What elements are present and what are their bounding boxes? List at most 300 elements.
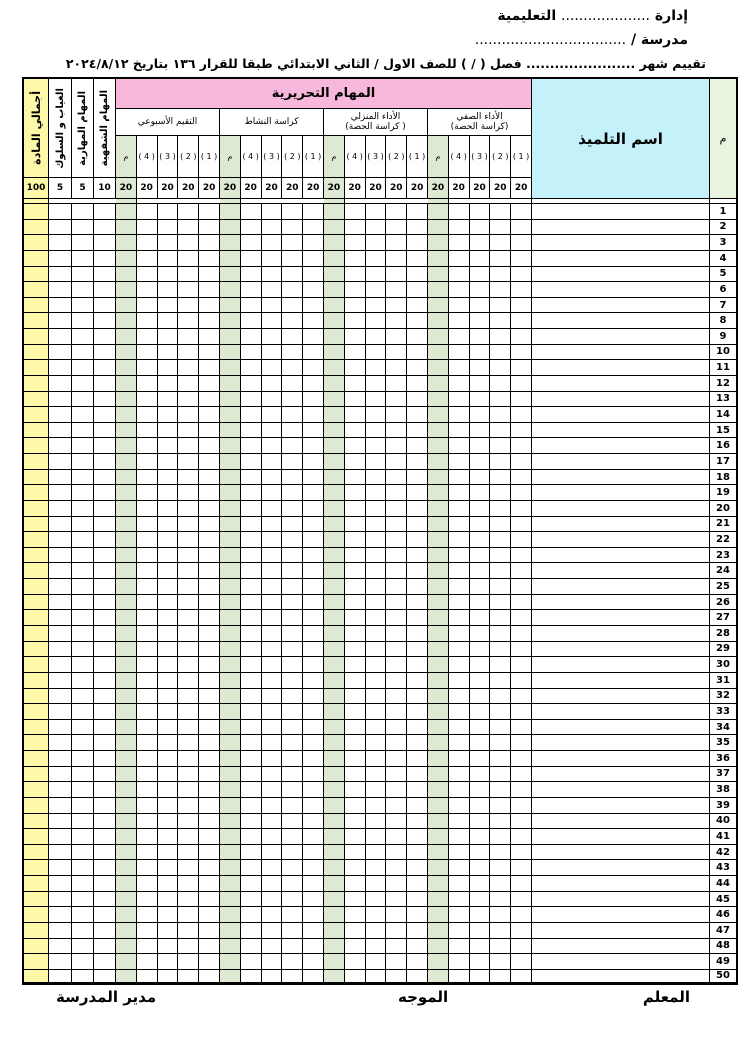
row-50-g0-s1[interactable] (490, 970, 511, 983)
row-16-g1-s3[interactable] (345, 438, 366, 454)
row-30-g2-s2[interactable] (262, 657, 283, 673)
row-38-g0-s4[interactable] (428, 782, 449, 798)
row-34-g2-s4[interactable] (220, 720, 241, 736)
row-36-skill[interactable] (72, 751, 94, 767)
row-1-g0-s1[interactable] (490, 204, 511, 220)
row-44-g3-s2[interactable] (158, 876, 179, 892)
row-22-g3-s4[interactable] (116, 532, 137, 548)
row-3-g1-s4[interactable] (324, 235, 345, 251)
row-25-g3-s1[interactable] (178, 579, 199, 595)
row-30-g2-s4[interactable] (220, 657, 241, 673)
row-49-g1-s2[interactable] (366, 954, 387, 970)
row-37-skill[interactable] (72, 767, 94, 783)
row-18-g0-s2[interactable] (470, 470, 491, 486)
row-47-g2-s4[interactable] (220, 923, 241, 939)
row-10-g2-s1[interactable] (282, 345, 303, 361)
row-6-g2-s4[interactable] (220, 282, 241, 298)
row-27-g1-s2[interactable] (366, 610, 387, 626)
row-20-g3-s1[interactable] (178, 501, 199, 517)
row-32-g0-s0[interactable] (511, 689, 532, 705)
row-24-g3-s1[interactable] (178, 563, 199, 579)
row-38-g0-s1[interactable] (490, 782, 511, 798)
row-30-g3-s1[interactable] (178, 657, 199, 673)
row-48-g2-s0[interactable] (303, 939, 324, 955)
row-49-g0-s1[interactable] (490, 954, 511, 970)
row-45-g1-s1[interactable] (386, 892, 407, 908)
row-36-g1-s4[interactable] (324, 751, 345, 767)
row-41-g3-s4[interactable] (116, 829, 137, 845)
row-23-g0-s4[interactable] (428, 548, 449, 564)
row-27-g0-s0[interactable] (511, 610, 532, 626)
row-39-g2-s3[interactable] (241, 798, 262, 814)
row-29-g1-s3[interactable] (345, 642, 366, 658)
row-5-g2-s0[interactable] (303, 267, 324, 283)
row-33-g2-s0[interactable] (303, 704, 324, 720)
row-24-g1-s3[interactable] (345, 563, 366, 579)
row-36-g2-s0[interactable] (303, 751, 324, 767)
row-35-g2-s1[interactable] (282, 735, 303, 751)
row-14-g1-s2[interactable] (366, 407, 387, 423)
row-9-g1-s3[interactable] (345, 329, 366, 345)
row-39-skill[interactable] (72, 798, 94, 814)
row-50-g1-s1[interactable] (386, 970, 407, 983)
row-39-g2-s0[interactable] (303, 798, 324, 814)
row-7-g3-s3[interactable] (137, 298, 158, 314)
row-28-g1-s0[interactable] (407, 626, 428, 642)
row-12-g1-s3[interactable] (345, 376, 366, 392)
row-21-g1-s3[interactable] (345, 517, 366, 533)
row-1-g0-s4[interactable] (428, 204, 449, 220)
row-18-g3-s4[interactable] (116, 470, 137, 486)
row-8-g1-s4[interactable] (324, 313, 345, 329)
row-16-g3-s4[interactable] (116, 438, 137, 454)
row-40-g2-s4[interactable] (220, 814, 241, 830)
row-43-g2-s4[interactable] (220, 860, 241, 876)
row-18-g1-s0[interactable] (407, 470, 428, 486)
row-19-total[interactable] (24, 485, 49, 501)
row-3-g2-s1[interactable] (282, 235, 303, 251)
row-45-g3-s3[interactable] (137, 892, 158, 908)
row-28-skill[interactable] (72, 626, 94, 642)
row-38-g3-s1[interactable] (178, 782, 199, 798)
row-16-attendance[interactable] (49, 438, 72, 454)
row-6-g1-s2[interactable] (366, 282, 387, 298)
row-29-g2-s3[interactable] (241, 642, 262, 658)
row-25-g2-s3[interactable] (241, 579, 262, 595)
row-40-g3-s2[interactable] (158, 814, 179, 830)
row-29-g3-s2[interactable] (158, 642, 179, 658)
row-12-g3-s4[interactable] (116, 376, 137, 392)
row-17-name[interactable] (532, 454, 710, 470)
row-47-g1-s3[interactable] (345, 923, 366, 939)
row-49-oral[interactable] (94, 954, 116, 970)
row-28-g0-s4[interactable] (428, 626, 449, 642)
row-15-total[interactable] (24, 423, 49, 439)
row-32-g3-s2[interactable] (158, 689, 179, 705)
row-6-g2-s1[interactable] (282, 282, 303, 298)
row-6-g1-s3[interactable] (345, 282, 366, 298)
row-4-g2-s1[interactable] (282, 251, 303, 267)
row-27-total[interactable] (24, 610, 49, 626)
row-3-g2-s4[interactable] (220, 235, 241, 251)
row-16-oral[interactable] (94, 438, 116, 454)
row-23-g2-s4[interactable] (220, 548, 241, 564)
row-9-g3-s3[interactable] (137, 329, 158, 345)
row-3-total[interactable] (24, 235, 49, 251)
row-29-g0-s1[interactable] (490, 642, 511, 658)
row-35-g1-s3[interactable] (345, 735, 366, 751)
row-41-g2-s2[interactable] (262, 829, 283, 845)
row-16-g2-s0[interactable] (303, 438, 324, 454)
row-43-attendance[interactable] (49, 860, 72, 876)
row-22-attendance[interactable] (49, 532, 72, 548)
row-42-g3-s3[interactable] (137, 845, 158, 861)
row-13-g2-s0[interactable] (303, 392, 324, 408)
row-28-g2-s2[interactable] (262, 626, 283, 642)
row-3-g1-s1[interactable] (386, 235, 407, 251)
row-1-attendance[interactable] (49, 204, 72, 220)
row-29-g1-s0[interactable] (407, 642, 428, 658)
row-34-g1-s3[interactable] (345, 720, 366, 736)
row-49-g0-s4[interactable] (428, 954, 449, 970)
row-17-skill[interactable] (72, 454, 94, 470)
row-35-g0-s3[interactable] (449, 735, 470, 751)
row-31-g2-s3[interactable] (241, 673, 262, 689)
row-47-g2-s3[interactable] (241, 923, 262, 939)
row-49-g3-s4[interactable] (116, 954, 137, 970)
row-49-g0-s0[interactable] (511, 954, 532, 970)
row-36-g1-s0[interactable] (407, 751, 428, 767)
row-35-g3-s1[interactable] (178, 735, 199, 751)
row-18-g1-s1[interactable] (386, 470, 407, 486)
row-48-g1-s4[interactable] (324, 939, 345, 955)
row-15-g0-s1[interactable] (490, 423, 511, 439)
row-3-g2-s2[interactable] (262, 235, 283, 251)
row-31-g3-s2[interactable] (158, 673, 179, 689)
row-43-total[interactable] (24, 860, 49, 876)
row-44-g0-s4[interactable] (428, 876, 449, 892)
row-49-g3-s1[interactable] (178, 954, 199, 970)
row-41-g0-s3[interactable] (449, 829, 470, 845)
row-28-g1-s3[interactable] (345, 626, 366, 642)
row-26-g0-s0[interactable] (511, 595, 532, 611)
row-13-total[interactable] (24, 392, 49, 408)
row-13-g2-s1[interactable] (282, 392, 303, 408)
row-12-g2-s0[interactable] (303, 376, 324, 392)
row-11-skill[interactable] (72, 360, 94, 376)
row-23-name[interactable] (532, 548, 710, 564)
row-43-name[interactable] (532, 860, 710, 876)
row-12-g1-s4[interactable] (324, 376, 345, 392)
row-40-g2-s0[interactable] (303, 814, 324, 830)
row-34-g0-s4[interactable] (428, 720, 449, 736)
row-5-total[interactable] (24, 267, 49, 283)
row-31-skill[interactable] (72, 673, 94, 689)
row-1-g3-s3[interactable] (137, 204, 158, 220)
row-20-g2-s3[interactable] (241, 501, 262, 517)
row-43-skill[interactable] (72, 860, 94, 876)
row-15-g1-s1[interactable] (386, 423, 407, 439)
row-8-g2-s4[interactable] (220, 313, 241, 329)
row-4-skill[interactable] (72, 251, 94, 267)
row-43-g3-s4[interactable] (116, 860, 137, 876)
row-4-g2-s3[interactable] (241, 251, 262, 267)
row-21-attendance[interactable] (49, 517, 72, 533)
row-11-g0-s0[interactable] (511, 360, 532, 376)
row-21-g3-s2[interactable] (158, 517, 179, 533)
row-40-g3-s0[interactable] (199, 814, 220, 830)
row-14-g3-s0[interactable] (199, 407, 220, 423)
row-29-total[interactable] (24, 642, 49, 658)
row-4-g2-s2[interactable] (262, 251, 283, 267)
row-16-name[interactable] (532, 438, 710, 454)
row-7-g1-s2[interactable] (366, 298, 387, 314)
row-30-g3-s0[interactable] (199, 657, 220, 673)
row-11-g2-s3[interactable] (241, 360, 262, 376)
row-38-total[interactable] (24, 782, 49, 798)
row-11-g2-s0[interactable] (303, 360, 324, 376)
row-24-g3-s4[interactable] (116, 563, 137, 579)
row-2-g3-s3[interactable] (137, 220, 158, 236)
row-12-name[interactable] (532, 376, 710, 392)
row-24-g2-s3[interactable] (241, 563, 262, 579)
row-49-g2-s4[interactable] (220, 954, 241, 970)
row-43-g2-s0[interactable] (303, 860, 324, 876)
row-24-name[interactable] (532, 563, 710, 579)
row-39-g2-s2[interactable] (262, 798, 283, 814)
row-31-g2-s2[interactable] (262, 673, 283, 689)
row-34-g3-s1[interactable] (178, 720, 199, 736)
row-42-g0-s1[interactable] (490, 845, 511, 861)
row-1-g1-s3[interactable] (345, 204, 366, 220)
row-13-skill[interactable] (72, 392, 94, 408)
row-46-g2-s0[interactable] (303, 907, 324, 923)
row-49-g1-s0[interactable] (407, 954, 428, 970)
row-15-g1-s2[interactable] (366, 423, 387, 439)
row-22-g1-s0[interactable] (407, 532, 428, 548)
row-46-total[interactable] (24, 907, 49, 923)
row-3-g0-s1[interactable] (490, 235, 511, 251)
row-16-g3-s2[interactable] (158, 438, 179, 454)
row-38-g1-s2[interactable] (366, 782, 387, 798)
row-9-attendance[interactable] (49, 329, 72, 345)
row-26-g2-s3[interactable] (241, 595, 262, 611)
row-36-g3-s3[interactable] (137, 751, 158, 767)
row-11-g1-s3[interactable] (345, 360, 366, 376)
row-9-g1-s1[interactable] (386, 329, 407, 345)
row-12-g0-s2[interactable] (470, 376, 491, 392)
row-42-g0-s4[interactable] (428, 845, 449, 861)
row-31-attendance[interactable] (49, 673, 72, 689)
row-41-g1-s1[interactable] (386, 829, 407, 845)
row-17-oral[interactable] (94, 454, 116, 470)
row-42-g1-s2[interactable] (366, 845, 387, 861)
row-21-g0-s4[interactable] (428, 517, 449, 533)
row-4-g1-s2[interactable] (366, 251, 387, 267)
row-50-g0-s3[interactable] (449, 970, 470, 983)
row-8-g2-s1[interactable] (282, 313, 303, 329)
row-48-g0-s1[interactable] (490, 939, 511, 955)
row-22-skill[interactable] (72, 532, 94, 548)
row-9-g3-s2[interactable] (158, 329, 179, 345)
row-31-total[interactable] (24, 673, 49, 689)
row-18-g2-s3[interactable] (241, 470, 262, 486)
row-16-g1-s0[interactable] (407, 438, 428, 454)
row-5-skill[interactable] (72, 267, 94, 283)
row-10-name[interactable] (532, 345, 710, 361)
row-19-g0-s0[interactable] (511, 485, 532, 501)
row-35-attendance[interactable] (49, 735, 72, 751)
row-20-g0-s4[interactable] (428, 501, 449, 517)
row-38-g3-s2[interactable] (158, 782, 179, 798)
row-15-g0-s3[interactable] (449, 423, 470, 439)
row-49-g0-s3[interactable] (449, 954, 470, 970)
row-31-g1-s0[interactable] (407, 673, 428, 689)
row-20-g2-s1[interactable] (282, 501, 303, 517)
row-4-g0-s3[interactable] (449, 251, 470, 267)
row-37-g0-s1[interactable] (490, 767, 511, 783)
row-23-g3-s1[interactable] (178, 548, 199, 564)
row-30-g0-s3[interactable] (449, 657, 470, 673)
row-4-attendance[interactable] (49, 251, 72, 267)
row-24-g0-s3[interactable] (449, 563, 470, 579)
row-37-oral[interactable] (94, 767, 116, 783)
row-35-name[interactable] (532, 735, 710, 751)
row-25-g0-s3[interactable] (449, 579, 470, 595)
row-2-g1-s2[interactable] (366, 220, 387, 236)
row-28-total[interactable] (24, 626, 49, 642)
row-8-g3-s3[interactable] (137, 313, 158, 329)
row-43-g0-s2[interactable] (470, 860, 491, 876)
row-26-g1-s2[interactable] (366, 595, 387, 611)
row-30-g3-s2[interactable] (158, 657, 179, 673)
row-23-g2-s2[interactable] (262, 548, 283, 564)
row-19-g1-s0[interactable] (407, 485, 428, 501)
row-2-g2-s1[interactable] (282, 220, 303, 236)
row-49-attendance[interactable] (49, 954, 72, 970)
row-39-g3-s4[interactable] (116, 798, 137, 814)
row-35-g2-s3[interactable] (241, 735, 262, 751)
row-7-g1-s4[interactable] (324, 298, 345, 314)
row-4-g3-s4[interactable] (116, 251, 137, 267)
row-9-g2-s0[interactable] (303, 329, 324, 345)
row-48-g3-s0[interactable] (199, 939, 220, 955)
row-38-g1-s0[interactable] (407, 782, 428, 798)
row-37-g1-s1[interactable] (386, 767, 407, 783)
row-50-g3-s4[interactable] (116, 970, 137, 983)
row-25-g2-s0[interactable] (303, 579, 324, 595)
row-50-g2-s3[interactable] (241, 970, 262, 983)
row-28-g2-s3[interactable] (241, 626, 262, 642)
row-49-g2-s1[interactable] (282, 954, 303, 970)
row-34-g0-s1[interactable] (490, 720, 511, 736)
row-14-name[interactable] (532, 407, 710, 423)
row-28-g2-s1[interactable] (282, 626, 303, 642)
row-27-skill[interactable] (72, 610, 94, 626)
row-31-g0-s0[interactable] (511, 673, 532, 689)
row-39-g1-s3[interactable] (345, 798, 366, 814)
row-44-g3-s1[interactable] (178, 876, 199, 892)
row-32-g2-s2[interactable] (262, 689, 283, 705)
row-2-g3-s1[interactable] (178, 220, 199, 236)
row-14-g1-s1[interactable] (386, 407, 407, 423)
row-16-g1-s1[interactable] (386, 438, 407, 454)
row-33-g0-s0[interactable] (511, 704, 532, 720)
row-8-g0-s4[interactable] (428, 313, 449, 329)
row-12-attendance[interactable] (49, 376, 72, 392)
row-4-g2-s0[interactable] (303, 251, 324, 267)
row-13-g2-s3[interactable] (241, 392, 262, 408)
row-6-g3-s2[interactable] (158, 282, 179, 298)
row-44-g1-s3[interactable] (345, 876, 366, 892)
row-41-g3-s3[interactable] (137, 829, 158, 845)
row-34-g3-s0[interactable] (199, 720, 220, 736)
row-21-g2-s1[interactable] (282, 517, 303, 533)
row-43-oral[interactable] (94, 860, 116, 876)
row-43-g0-s3[interactable] (449, 860, 470, 876)
row-31-g1-s4[interactable] (324, 673, 345, 689)
row-10-total[interactable] (24, 345, 49, 361)
row-45-g0-s3[interactable] (449, 892, 470, 908)
row-13-g1-s0[interactable] (407, 392, 428, 408)
row-46-g1-s2[interactable] (366, 907, 387, 923)
row-14-g3-s2[interactable] (158, 407, 179, 423)
row-8-g1-s0[interactable] (407, 313, 428, 329)
row-4-g0-s2[interactable] (470, 251, 491, 267)
row-35-g0-s1[interactable] (490, 735, 511, 751)
row-49-g1-s3[interactable] (345, 954, 366, 970)
row-50-g3-s0[interactable] (199, 970, 220, 983)
row-27-g3-s3[interactable] (137, 610, 158, 626)
row-39-g2-s4[interactable] (220, 798, 241, 814)
row-4-g0-s0[interactable] (511, 251, 532, 267)
row-6-g1-s0[interactable] (407, 282, 428, 298)
row-35-total[interactable] (24, 735, 49, 751)
row-18-g0-s4[interactable] (428, 470, 449, 486)
row-11-g1-s1[interactable] (386, 360, 407, 376)
row-1-g1-s0[interactable] (407, 204, 428, 220)
row-19-g1-s4[interactable] (324, 485, 345, 501)
row-1-skill[interactable] (72, 204, 94, 220)
row-41-g0-s2[interactable] (470, 829, 491, 845)
row-26-g2-s2[interactable] (262, 595, 283, 611)
row-47-g0-s4[interactable] (428, 923, 449, 939)
row-3-g1-s2[interactable] (366, 235, 387, 251)
row-28-g0-s3[interactable] (449, 626, 470, 642)
row-4-g3-s3[interactable] (137, 251, 158, 267)
row-47-oral[interactable] (94, 923, 116, 939)
row-43-g0-s0[interactable] (511, 860, 532, 876)
row-36-oral[interactable] (94, 751, 116, 767)
row-2-g0-s0[interactable] (511, 220, 532, 236)
row-34-g2-s3[interactable] (241, 720, 262, 736)
row-43-g0-s4[interactable] (428, 860, 449, 876)
row-12-g2-s1[interactable] (282, 376, 303, 392)
row-10-g2-s2[interactable] (262, 345, 283, 361)
row-19-attendance[interactable] (49, 485, 72, 501)
row-12-g2-s4[interactable] (220, 376, 241, 392)
row-22-g3-s3[interactable] (137, 532, 158, 548)
row-12-g0-s0[interactable] (511, 376, 532, 392)
row-9-g3-s1[interactable] (178, 329, 199, 345)
row-17-g1-s3[interactable] (345, 454, 366, 470)
row-2-g0-s4[interactable] (428, 220, 449, 236)
row-26-g2-s0[interactable] (303, 595, 324, 611)
row-41-g2-s1[interactable] (282, 829, 303, 845)
row-35-g0-s0[interactable] (511, 735, 532, 751)
row-38-g3-s4[interactable] (116, 782, 137, 798)
row-5-g3-s4[interactable] (116, 267, 137, 283)
